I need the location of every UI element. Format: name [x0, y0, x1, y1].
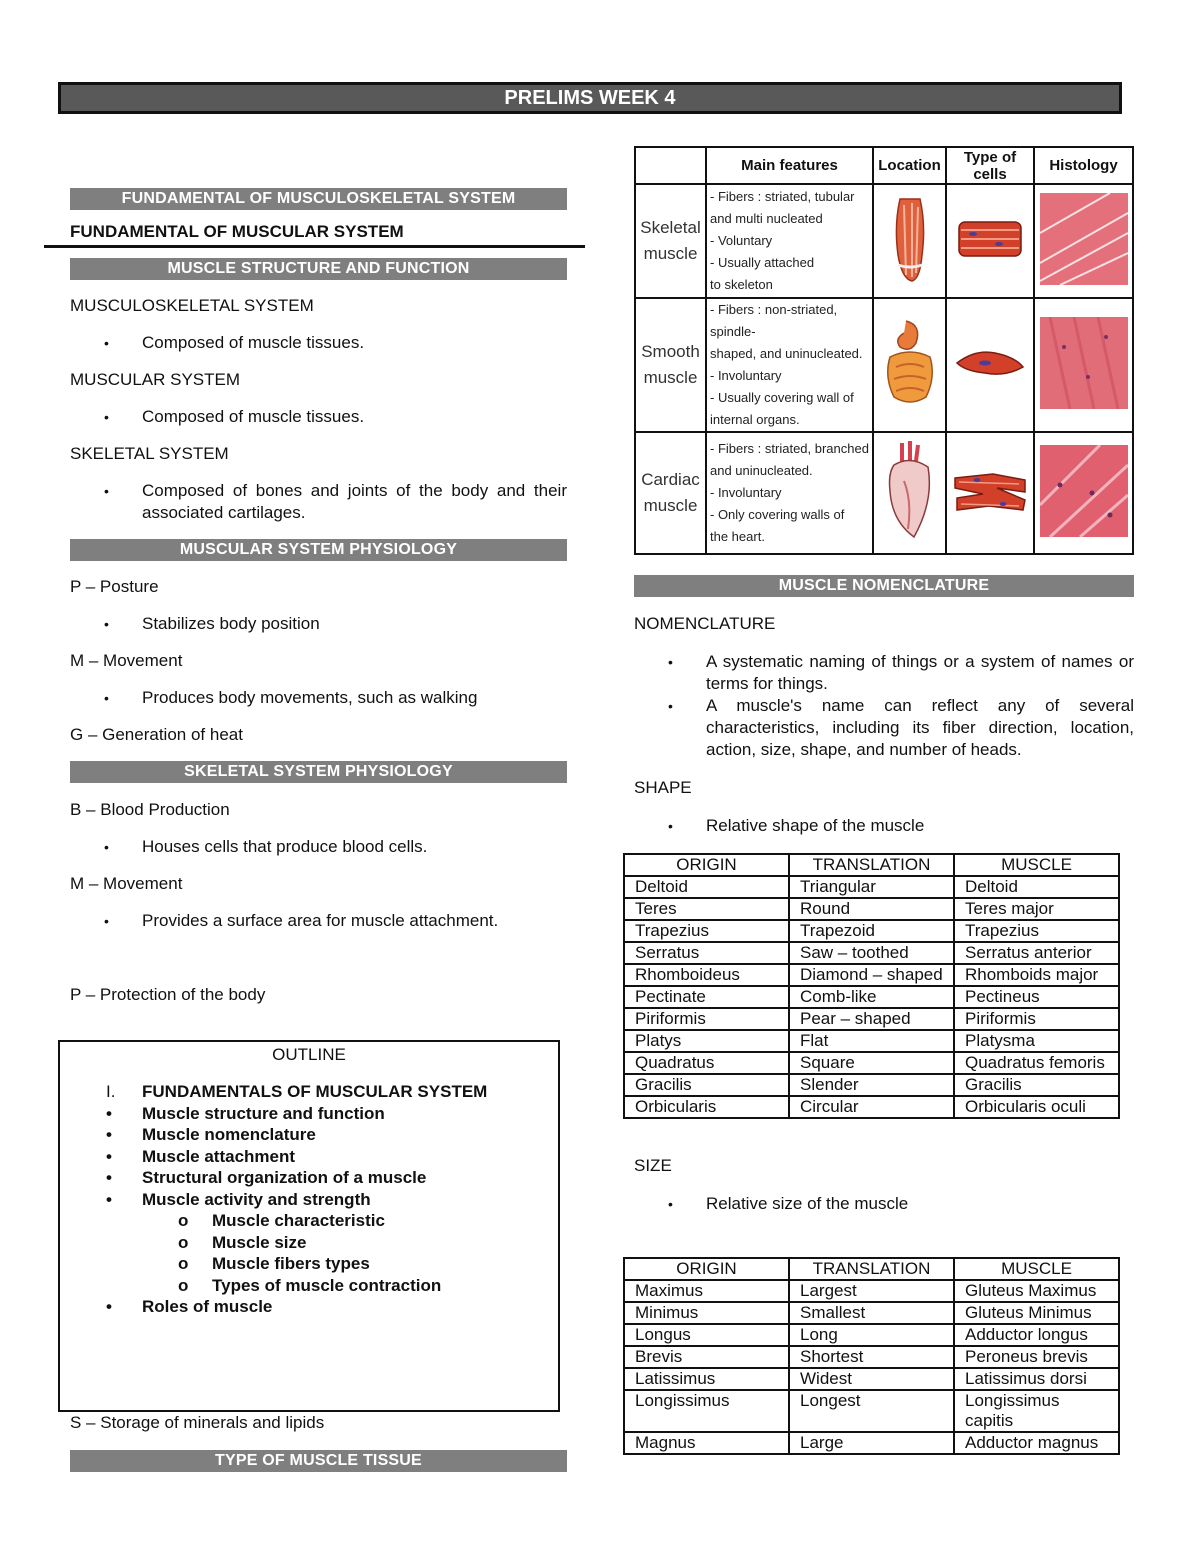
outline-item-text: Roles of muscle [142, 1297, 273, 1316]
feature-line: - Fibers : non-striated, spindle- [710, 302, 838, 339]
table-cell: Trapezius [624, 920, 789, 942]
tissue-header-cell-type: Type of cells [946, 147, 1034, 184]
table-row [624, 1074, 1119, 1096]
shape-bullet: • Relative shape of the muscle [634, 815, 1134, 837]
tissue-name-line: Skeletal [640, 218, 701, 237]
outline-subitem-text: Muscle fibers types [212, 1254, 370, 1273]
table-cell: Platysma [954, 1030, 1119, 1052]
table-cell: Long [789, 1324, 954, 1346]
item-bullet: • Stabilizes body position [70, 613, 567, 635]
item-heading: M – Movement [70, 874, 183, 893]
size-table-header [624, 1258, 1119, 1280]
tissue-features [706, 184, 873, 298]
tissue-header-location: Location [873, 147, 946, 184]
cell-type-image [946, 184, 1034, 298]
outline-subitem-text: Types of muscle contraction [212, 1275, 442, 1295]
nomenclature-heading: NOMENCLATURE [634, 614, 776, 633]
table-cell: Square [789, 1052, 954, 1074]
left-column [70, 188, 567, 1006]
outline-item-text: Muscle nomenclature [142, 1125, 316, 1144]
table-cell: Largest [789, 1280, 954, 1302]
table-cell: Latissimus [624, 1368, 789, 1390]
table-cell: Slender [789, 1074, 954, 1096]
tissue-name-line: muscle [643, 496, 698, 515]
table-cell: Gluteus Maximus [954, 1280, 1119, 1302]
feature-line: the heart. [710, 529, 765, 544]
table-cell: Gluteus Minimus [954, 1302, 1119, 1324]
table-cell: Deltoid [954, 876, 1119, 898]
nomenclature-bullet: • A muscle's name can reflect any of several characteristics, including its fiber direction, location, action, size, shape, and number of heads. [634, 695, 1134, 761]
page-banner: PRELIMS WEEK 4 [58, 82, 1122, 114]
tissue-header-blank [635, 147, 706, 184]
feature-line: - Usually attached [710, 255, 815, 270]
outline-subitem: o Types of muscle contraction [178, 1275, 442, 1295]
tissue-row-cardiac [635, 432, 1133, 554]
item-heading: P – Posture [70, 577, 159, 596]
table-row [624, 1052, 1119, 1074]
feature-line: to skeleton [710, 277, 773, 292]
muscle-tissue-table [634, 146, 1134, 555]
outline-subitem-text: Muscle characteristic [212, 1211, 385, 1230]
table-cell: Large [789, 1432, 954, 1454]
size-table [623, 1257, 1120, 1455]
table-cell: Longest [789, 1390, 954, 1432]
table-cell: Maximus [624, 1280, 789, 1302]
histology-image [1034, 298, 1133, 432]
table-cell: Magnus [624, 1432, 789, 1454]
location-image [873, 298, 946, 432]
item-heading: G – Generation of heat [70, 725, 243, 744]
table-cell: Trapezius [954, 920, 1119, 942]
table-cell: Longus [624, 1324, 789, 1346]
outline-item-text: Muscle activity and strength [142, 1189, 371, 1209]
table-row [624, 1390, 1119, 1432]
feature-line: and multi nucleated [710, 211, 823, 226]
table-cell: Deltoid [624, 876, 789, 898]
table-cell: Serratus anterior [954, 942, 1119, 964]
tissue-row-smooth [635, 298, 1133, 432]
table-cell: Teres [624, 898, 789, 920]
outline-subitem-text: Muscle size [212, 1232, 307, 1252]
table-cell: Pear – shaped [789, 1008, 954, 1030]
outline-main-text: FUNDAMENTALS OF MUSCULAR SYSTEM [142, 1082, 488, 1101]
left-bottom [70, 1412, 567, 1472]
smooth-cell-icon [955, 343, 1025, 383]
outline-item-text: Structural organization of a muscle [142, 1168, 427, 1187]
subtitle-text: FUNDAMENTAL OF MUSCULAR SYSTEM [70, 222, 404, 241]
table-cell: Flat [789, 1030, 954, 1052]
tissue-name-line: muscle [643, 244, 698, 263]
section-bar-muscle-nomenclature: MUSCLE NOMENCLATURE [634, 575, 1134, 597]
feature-line: - Involuntary [710, 368, 782, 383]
outline-subitem: o Muscle characteristic [178, 1211, 385, 1230]
location-image [873, 432, 946, 554]
tissue-header-histology: Histology [1034, 147, 1133, 184]
shape-table-header [624, 854, 1119, 876]
feature-line: - Involuntary [710, 485, 782, 500]
feature-line: - Fibers : striated, tubular [710, 189, 855, 204]
tissue-features [706, 298, 873, 432]
cell-type-image [946, 298, 1034, 432]
item-bullet: • Composed of bones and joints of the body and their associated cartilages. [70, 480, 567, 524]
cardiac-cell-icon [953, 466, 1027, 516]
item-bullet: • Composed of muscle tissues. [70, 332, 567, 354]
section-bar-fundamental-musculoskeletal: FUNDAMENTAL OF MUSCULOSKELETAL SYSTEM [70, 188, 567, 210]
table-cell: Minimus [624, 1302, 789, 1324]
outline-item: • Muscle activity and strength [106, 1189, 371, 1209]
table-cell: Orbicularis oculi [954, 1096, 1119, 1118]
tissue-name-line: Smooth [641, 342, 700, 361]
right-column [634, 146, 1134, 1455]
item-bullet: • Composed of muscle tissues. [70, 406, 567, 428]
table-row [624, 964, 1119, 986]
outline-item: • Muscle structure and function [106, 1103, 385, 1123]
location-image [873, 184, 946, 298]
table-cell: Brevis [624, 1346, 789, 1368]
feature-line: - Fibers : striated, branched [710, 441, 869, 456]
table-row [624, 1324, 1119, 1346]
section-bar-structure-function: MUSCLE STRUCTURE AND FUNCTION [70, 258, 567, 280]
feature-line: and uninucleated. [710, 463, 813, 478]
table-cell: Gracilis [954, 1074, 1119, 1096]
table-row [624, 1030, 1119, 1052]
outline-item-text: Muscle attachment [142, 1146, 296, 1166]
table-row [624, 1280, 1119, 1302]
table-cell: Diamond – shaped [789, 964, 954, 986]
shape-table [623, 853, 1120, 1119]
outline-subitem: o Muscle fibers types [178, 1254, 370, 1273]
item-bullet: • Produces body movements, such as walking [70, 687, 567, 709]
subtitle-fundamental-muscular [70, 210, 567, 248]
tissue-row-skeletal [635, 184, 1133, 298]
table-cell: Adductor magnus [954, 1432, 1119, 1454]
outline-item: • Structural organization of a muscle [106, 1168, 427, 1187]
table-cell: Piriformis [624, 1008, 789, 1030]
feature-line: internal organs. [710, 412, 800, 427]
outline-item: • Muscle nomenclature [106, 1125, 316, 1144]
shape-heading: SHAPE [634, 778, 692, 797]
table-cell: Smallest [789, 1302, 954, 1324]
outline-title: OUTLINE [272, 1045, 346, 1064]
table-row [624, 1096, 1119, 1118]
table-cell: Comb-like [789, 986, 954, 1008]
intestine-icon [882, 317, 938, 409]
feature-line: - Only covering walls of [710, 507, 845, 522]
item-heading: M – Movement [70, 651, 183, 670]
section-bar-muscle-tissue-type: TYPE OF MUSCLE TISSUE [70, 1450, 567, 1472]
section-bar-skeletal-physiology: SKELETAL SYSTEM PHYSIOLOGY [70, 761, 567, 783]
item-bullet: • Houses cells that produce blood cells. [70, 836, 567, 858]
cell-type-image [946, 432, 1034, 554]
histology-image [1034, 432, 1133, 554]
shape-header-translation: TRANSLATION [789, 854, 954, 876]
outline-subitem: o Muscle size [178, 1232, 307, 1252]
table-row [624, 986, 1119, 1008]
item-heading: P – Protection of the body [70, 985, 266, 1004]
size-bullet: • Relative size of the muscle [634, 1193, 1134, 1215]
table-cell: Widest [789, 1368, 954, 1390]
tissue-name [635, 184, 706, 298]
tissue-name-line: Cardiac [641, 470, 700, 489]
outline-item-text: Muscle structure and function [142, 1103, 385, 1123]
size-header-origin: ORIGIN [624, 1258, 789, 1280]
size-heading: SIZE [634, 1156, 672, 1175]
skeletal-histology-icon [1040, 193, 1128, 285]
item-heading: S – Storage of minerals and lipids [70, 1413, 325, 1432]
table-cell: Pectineus [954, 986, 1119, 1008]
table-cell: Piriformis [954, 1008, 1119, 1030]
item-heading: B – Blood Production [70, 800, 230, 819]
feature-line: - Usually covering wall of [710, 390, 854, 405]
table-cell: Quadratus [624, 1052, 789, 1074]
table-cell: Longissimus [624, 1390, 789, 1432]
table-cell: Longissimus capitis [954, 1390, 1119, 1432]
cardiac-histology-icon [1040, 445, 1128, 537]
item-bullet: • Provides a surface area for muscle attachment. [70, 910, 567, 932]
feature-line: - Voluntary [710, 233, 773, 248]
tissue-table-header [635, 147, 1133, 184]
shape-header-origin: ORIGIN [624, 854, 789, 876]
table-cell: Gracilis [624, 1074, 789, 1096]
table-cell: Rhomboideus [624, 964, 789, 986]
table-cell: Platys [624, 1030, 789, 1052]
size-header-translation: TRANSLATION [789, 1258, 954, 1280]
table-row [624, 898, 1119, 920]
heart-icon [884, 441, 936, 541]
table-cell: Teres major [954, 898, 1119, 920]
tissue-name [635, 298, 706, 432]
shape-header-muscle: MUSCLE [954, 854, 1119, 876]
item-heading: MUSCULAR SYSTEM [70, 370, 241, 389]
outline-item: • Roles of muscle [106, 1297, 273, 1316]
table-cell: Shortest [789, 1346, 954, 1368]
table-cell: Peroneus brevis [954, 1346, 1119, 1368]
section-bar-muscular-physiology: MUSCULAR SYSTEM PHYSIOLOGY [70, 539, 567, 561]
tissue-name [635, 432, 706, 554]
table-cell: Adductor longus [954, 1324, 1119, 1346]
table-cell: Circular [789, 1096, 954, 1118]
outline-list [60, 1081, 558, 1318]
table-cell: Pectinate [624, 986, 789, 1008]
table-cell: Orbicularis [624, 1096, 789, 1118]
table-row [624, 920, 1119, 942]
table-row [624, 1008, 1119, 1030]
outline-box [58, 1040, 560, 1412]
item-heading: MUSCULOSKELETAL SYSTEM [70, 296, 314, 315]
table-cell: Round [789, 898, 954, 920]
roman-numeral: I. [106, 1082, 116, 1101]
subtitle-rule [44, 245, 585, 248]
table-row [624, 1432, 1119, 1454]
table-cell: Serratus [624, 942, 789, 964]
tissue-name-line: muscle [643, 368, 698, 387]
table-cell: Latissimus dorsi [954, 1368, 1119, 1390]
size-header-muscle: MUSCLE [954, 1258, 1119, 1280]
tissue-header-features: Main features [706, 147, 873, 184]
skeletal-cell-icon [955, 216, 1025, 262]
outline-item: • Muscle attachment [106, 1146, 296, 1166]
feature-line: shaped, and uninucleated. [710, 346, 863, 361]
nomenclature-bullet: • A systematic naming of things or a system of names or terms for things. [634, 651, 1134, 695]
table-row [624, 1368, 1119, 1390]
arm-muscle-icon [890, 195, 930, 283]
table-cell: Saw – toothed [789, 942, 954, 964]
table-cell: Trapezoid [789, 920, 954, 942]
table-row [624, 1302, 1119, 1324]
table-cell: Triangular [789, 876, 954, 898]
tissue-features [706, 432, 873, 554]
table-row [624, 1346, 1119, 1368]
table-cell: Quadratus femoris [954, 1052, 1119, 1074]
table-row [624, 876, 1119, 898]
item-heading: SKELETAL SYSTEM [70, 444, 229, 463]
outline-main [60, 1081, 558, 1103]
smooth-histology-icon [1040, 317, 1128, 409]
table-cell: Rhomboids major [954, 964, 1119, 986]
histology-image [1034, 184, 1133, 298]
table-row [624, 942, 1119, 964]
